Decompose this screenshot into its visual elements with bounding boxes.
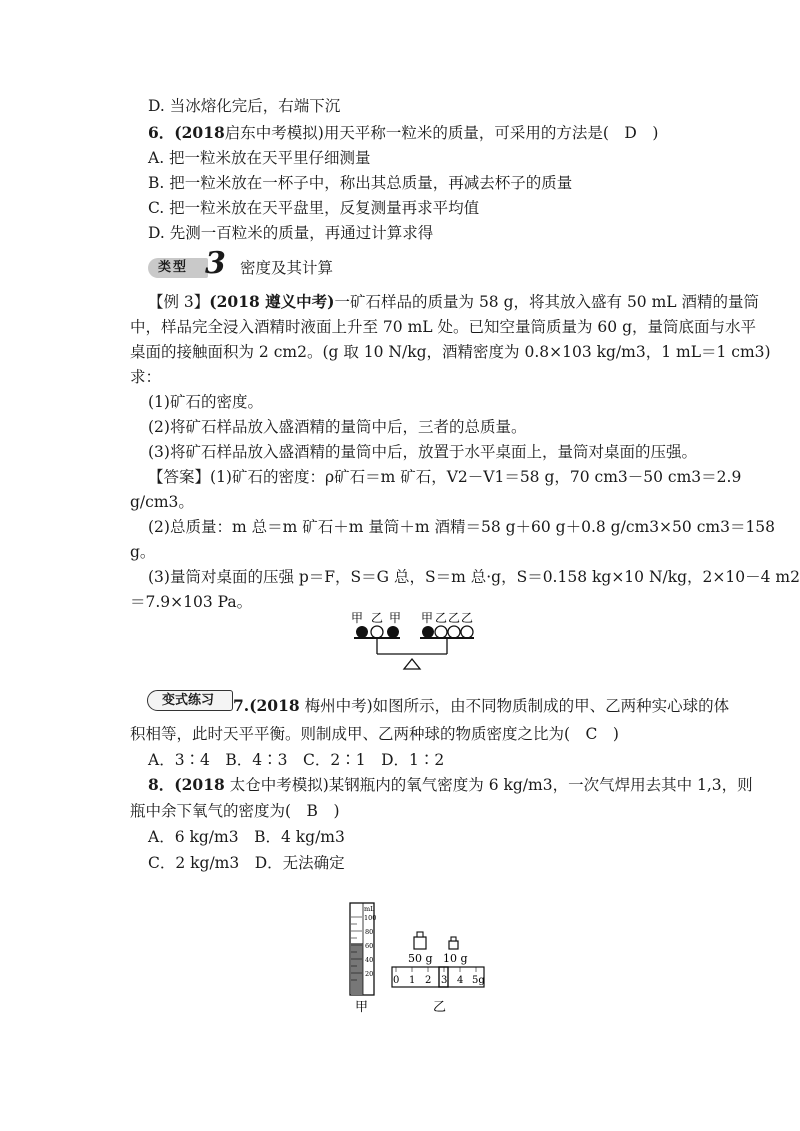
ruler-tick-3: 3 (441, 975, 448, 986)
example-source: (2018 遵义中考) (209, 292, 335, 311)
question-7-source-year: (2018 (249, 696, 300, 715)
ball-jia (387, 626, 399, 638)
option-d: D. 先测一百粒米的质量，再通过计算求得 (148, 224, 434, 242)
example-sub-1: (1)矿石的密度。 (148, 393, 263, 411)
example-text-1: 一矿石样品的质量为 58 g，将其放入盛有 50 mL 酒精的量筒 (334, 293, 760, 311)
cylinder-tick-60: 60 (365, 942, 374, 950)
question-8-options-1: A．6 kg/m3 B．4 kg/m3 (148, 828, 345, 846)
type-badge-label: 类型 (158, 260, 189, 275)
type-badge (148, 258, 208, 278)
answer-label: 【答案】 (148, 468, 211, 486)
question-8-line-1 (148, 775, 753, 795)
question-7-line-2: 积相等，此时天平平衡。则制成甲、乙两种球的物质密度之比为( C ) (130, 725, 619, 743)
example-sub-2: (2)将矿石样品放入盛酒精的量筒中后，三者的总质量。 (148, 418, 527, 436)
answer-line-6: ＝7.9×103 Pa。 (130, 593, 253, 611)
option-a: A. 把一粒米放在天平里仔细测量 (148, 149, 371, 167)
ball-yi (371, 626, 383, 638)
ruler-tick-1: 1 (409, 975, 416, 986)
question-7-options: A．3∶4 B．4∶3 C．2∶1 D．1∶2 (148, 751, 445, 769)
type-number: 3 (205, 246, 226, 281)
ball-label-left-3: 甲 (388, 611, 402, 625)
cylinder-tick-20: 20 (365, 970, 374, 978)
ball-jia (422, 626, 434, 638)
ball-label-right-2: 乙 (434, 611, 448, 625)
question-8-line-2: 瓶中余下氧气的密度为( B ) (130, 802, 340, 820)
practice-badge-label: 变式练习 (162, 693, 215, 708)
cylinder-tick-100: 100 (364, 914, 377, 922)
ball-label-right-1: 甲 (420, 611, 434, 625)
example-line-2: 中，样品完全浸入酒精时液面上升至 70 mL 处。已知空量筒质量为 60 g，量筒底面与水平 (130, 318, 756, 336)
option-c: C. 把一粒米放在天平盘里，反复测量再求平均值 (148, 199, 480, 217)
cylinder-tick-40: 40 (365, 956, 374, 964)
measurement-figure (340, 895, 500, 1020)
ruler-tick-5: 5g (472, 975, 485, 986)
question-8-text: 太仓中考模拟)某钢瓶内的氧气密度为 6 kg/m3，一次气焊用去其中 1,3，则 (229, 776, 753, 794)
ball-label-left-2: 乙 (370, 611, 384, 625)
cylinder-tick-80: 80 (365, 928, 374, 936)
ball-yi (435, 626, 447, 638)
option-b: B. 把一粒米放在一杯子中，称出其总质量，再减去杯子的质量 (148, 174, 573, 192)
answer-line-2: g/cm3。 (130, 493, 194, 511)
balance-figure (340, 608, 480, 678)
practice-badge (147, 690, 233, 711)
cylinder-unit: mL (364, 905, 375, 913)
ruler-tick-2: 2 (425, 975, 432, 986)
question-source: 启东中考模拟) (224, 124, 324, 142)
ruler-caption: 乙 (433, 1000, 447, 1015)
weight-50g (414, 937, 426, 949)
example-line-1 (148, 292, 759, 312)
answer-1-text: (1)矿石的密度：ρ矿石＝m 矿石，V2－V1＝58 g，70 cm3－50 cm3＝2.9 (210, 468, 742, 486)
ball-jia (356, 626, 368, 638)
weight-50g-label: 50 g (408, 952, 433, 965)
answer-line-4: g。 (130, 543, 156, 561)
cylinder-caption: 甲 (355, 1000, 369, 1015)
ruler-tick-4: 4 (457, 975, 464, 986)
weight-10g-label: 10 g (443, 952, 468, 965)
ruler (392, 967, 484, 987)
ball-label-left-1: 甲 (350, 611, 364, 625)
example-label: 【例 3】 (148, 293, 210, 311)
example-line-3: 桌面的接触面积为 2 cm2。(g 取 10 N/kg，酒精密度为 0.8×103 kg/m3，1 mL＝1 cm3) (130, 343, 771, 361)
question-8-options-2: C．2 kg/m3 D．无法确定 (148, 854, 345, 872)
question-7-line-1 (233, 696, 729, 716)
question-text: 用天平称一粒米的质量，可采用的方法是( D ) (323, 124, 659, 142)
ball-yi (448, 626, 460, 638)
question-8-source-year: (2018 (174, 775, 225, 794)
type-title: 密度及其计算 (240, 259, 334, 277)
example-sub-3: (3)将矿石样品放入盛酒精的量筒中后，放置于水平桌面上，量筒对桌面的压强。 (148, 443, 697, 461)
answer-line-5: (3)量筒对桌面的压强 p＝F，S＝G 总，S＝m 总·g，S＝0.158 kg×10 N/kg，2×10－4 m2 (148, 568, 800, 586)
option-d-prev: D. 当冰熔化完后，右端下沉 (148, 97, 341, 115)
question-7-number: 7. (233, 696, 250, 715)
answer-line-3: (2)总质量：m 总＝m 矿石＋m 量筒＋m 酒精＝58 g＋60 g＋0.8 g/cm3×50 cm3＝158 (148, 518, 776, 536)
question-7-text: 梅州中考)如图所示，由不同物质制成的甲、乙两种实心球的体 (304, 697, 730, 715)
cylinder-liquid (351, 943, 363, 995)
answer-line-1 (148, 467, 741, 487)
ball-label-right-4: 乙 (460, 611, 474, 625)
question-6 (148, 123, 658, 143)
ruler-tick-0: 0 (393, 975, 400, 986)
question-number: 6． (148, 123, 175, 142)
question-source-year: (2018 (174, 123, 225, 142)
weight-10g (449, 941, 458, 949)
question-8-number: 8． (148, 775, 175, 794)
ball-yi (461, 626, 473, 638)
ball-label-right-3: 乙 (447, 611, 461, 625)
example-line-4: 求： (130, 368, 162, 386)
